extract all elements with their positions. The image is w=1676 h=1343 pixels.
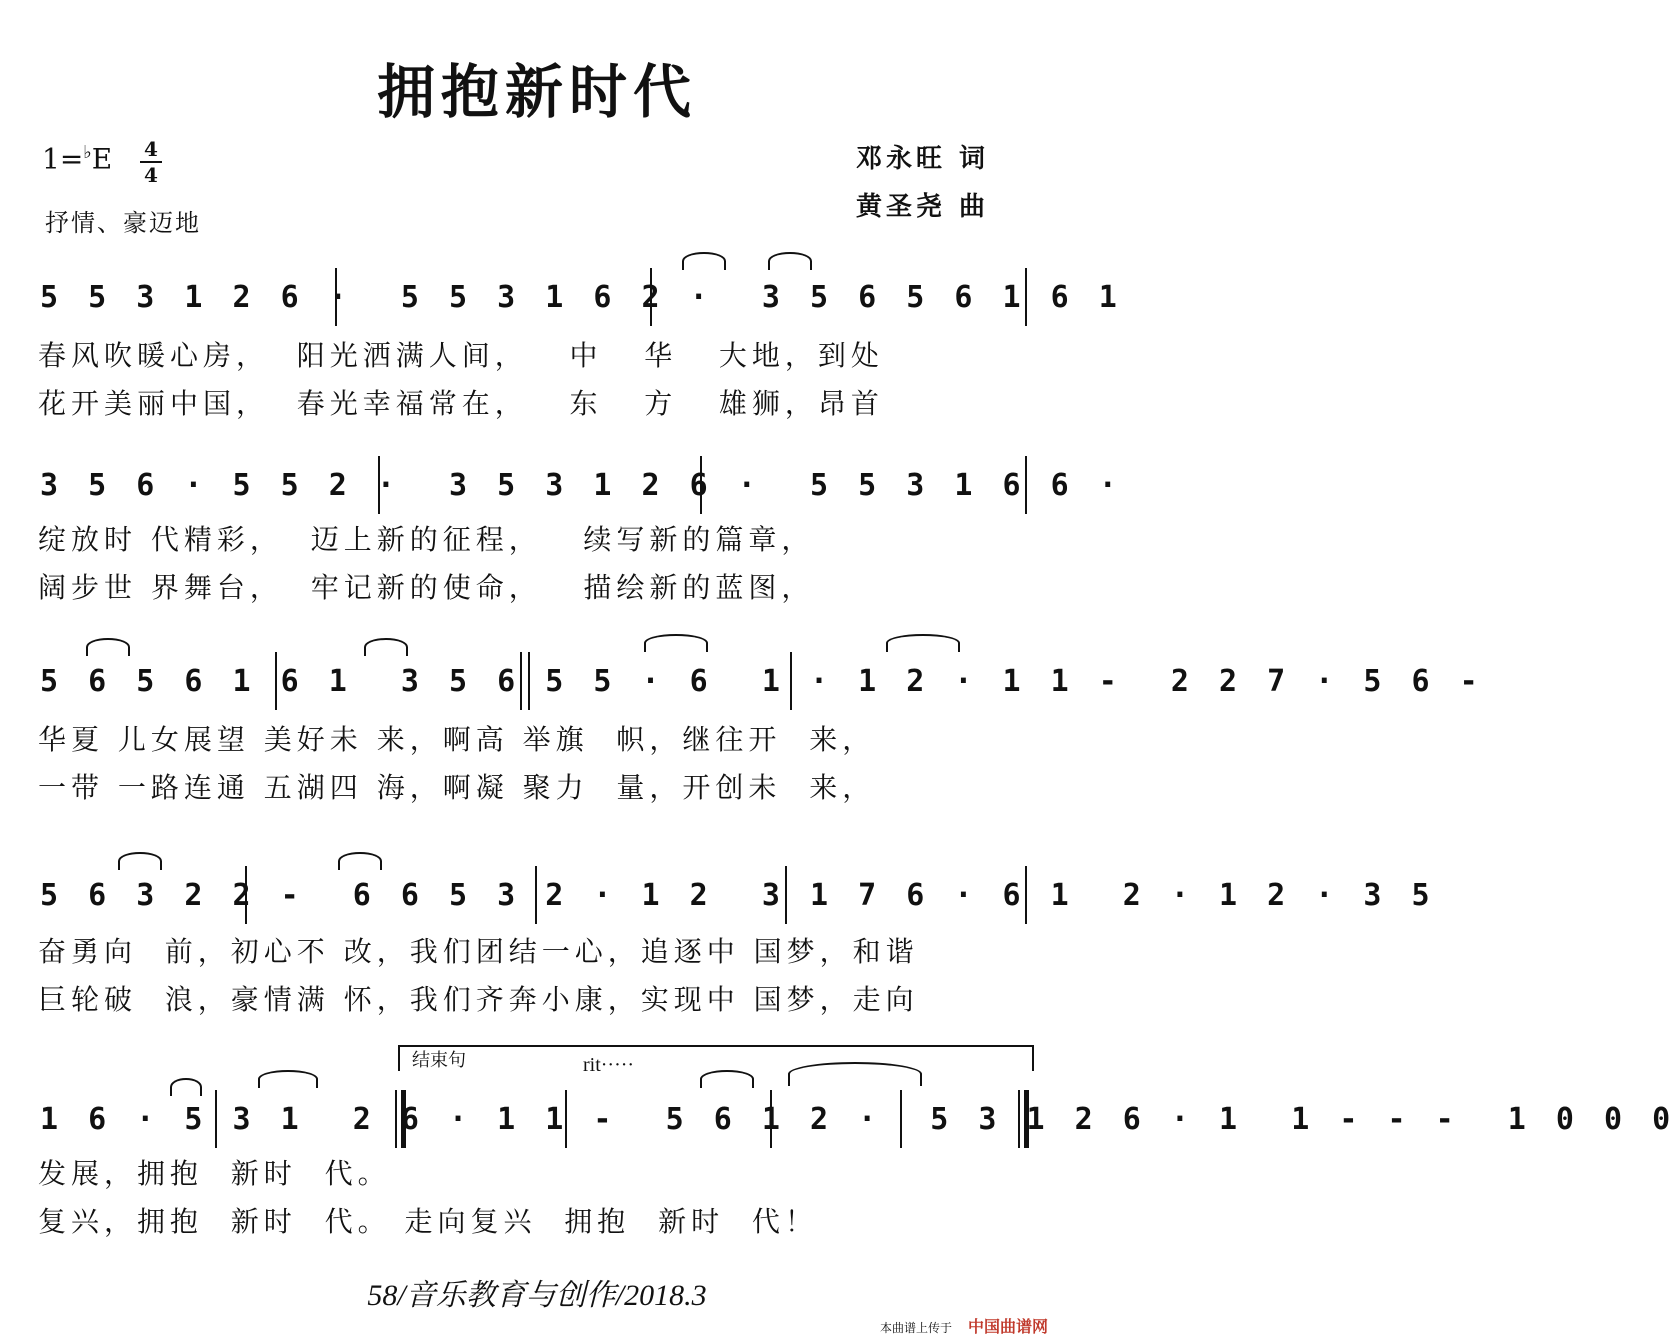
lyrics-verse-1: 奋勇向 前，初心不 改，我们团结一心，追逐中 国梦，和谐 <box>38 935 919 968</box>
time-signature-top: 4 <box>144 137 158 161</box>
upload-note: 本曲谱上传于 <box>880 1321 953 1335</box>
time-signature-bottom: 4 <box>144 163 158 187</box>
notation-row: 1 6 · 5 3 1 2 6 · 1 1 - 5 6 1 2 · 5 3 1 2 6 · 1 1 - - - 1 0 0 0 <box>40 1102 1676 1137</box>
lyrics-verse-2: 阔步世 界舞台， 牢记新的使命， 描绘新的蓝图， <box>38 571 815 604</box>
lyrics-verse-2: 一带 一路连通 五湖四 海，啊凝 聚力 量，开创未 来， <box>38 771 876 804</box>
lyrics-verse-2: 花开美丽中国， 春光幸福常在， 东 方 雄狮，昂首 <box>38 387 884 420</box>
page-footer: 58/音乐教育与创作/2018.3 <box>367 1279 707 1312</box>
composer-credit: 黄圣尧 曲 <box>856 192 990 222</box>
ending-bracket <box>398 1045 1034 1071</box>
slur <box>258 1070 318 1088</box>
lyrics-verse-1: 华夏 儿女展望 美好未 来，啊高 举旗 帜，继往开 来， <box>38 723 876 756</box>
slur <box>768 252 812 270</box>
slur <box>886 634 960 652</box>
notation-row: 5 6 3 2 2 - 6 6 5 3 2 · 1 2 3 1 7 6 · 6 1 2 · 1 2 · 3 5 <box>40 878 1436 913</box>
lyricist-credit: 邓永旺 词 <box>856 144 990 174</box>
notation-row: 3 5 6 · 5 5 2 · 3 5 3 1 2 6 · 5 5 3 1 6 6 · <box>40 468 1123 503</box>
key-note: E <box>91 142 113 176</box>
page-title: 拥抱新时代 <box>376 58 697 126</box>
flat-sign: ♭ <box>83 142 92 163</box>
slur <box>682 252 726 270</box>
lyrics-verse-1: 发展，拥抱 新时 代。 <box>38 1157 391 1190</box>
lyrics-verse-1: 春风吹暖心房， 阳光洒满人间， 中 华 大地，到处 <box>38 339 884 372</box>
tie <box>788 1062 922 1086</box>
key-prefix: 1= <box>42 142 84 176</box>
lyrics-verse-2: 复兴，拥抱 新时 代。 走向复兴 拥抱 新时 代！ <box>38 1205 818 1238</box>
expression-mark: 抒情、豪迈地 <box>45 209 201 237</box>
ritardando-mark: rit····· <box>583 1054 635 1076</box>
time-signature <box>140 138 162 186</box>
notation-row: 5 5 3 1 2 6 · 5 5 3 1 6 2 · 3 5 6 5 6 1 6 1 <box>40 280 1123 315</box>
ending-label: 结束句 <box>412 1050 466 1071</box>
notation-row: 5 6 5 6 1 6 1 3 5 6 5 5 · 6 1 · 1 2 · 1 1 - 2 2 7 · 5 6 - <box>40 664 1484 699</box>
key-signature <box>42 142 112 175</box>
site-watermark-logo: 中国曲谱网 <box>968 1317 1049 1336</box>
slur <box>700 1070 754 1088</box>
lyrics-verse-1: 绽放时 代精彩， 迈上新的征程， 续写新的篇章， <box>38 523 815 556</box>
lyrics-verse-2: 巨轮破 浪，豪情满 怀，我们齐奔小康，实现中 国梦，走向 <box>38 983 919 1016</box>
slur <box>644 634 708 652</box>
